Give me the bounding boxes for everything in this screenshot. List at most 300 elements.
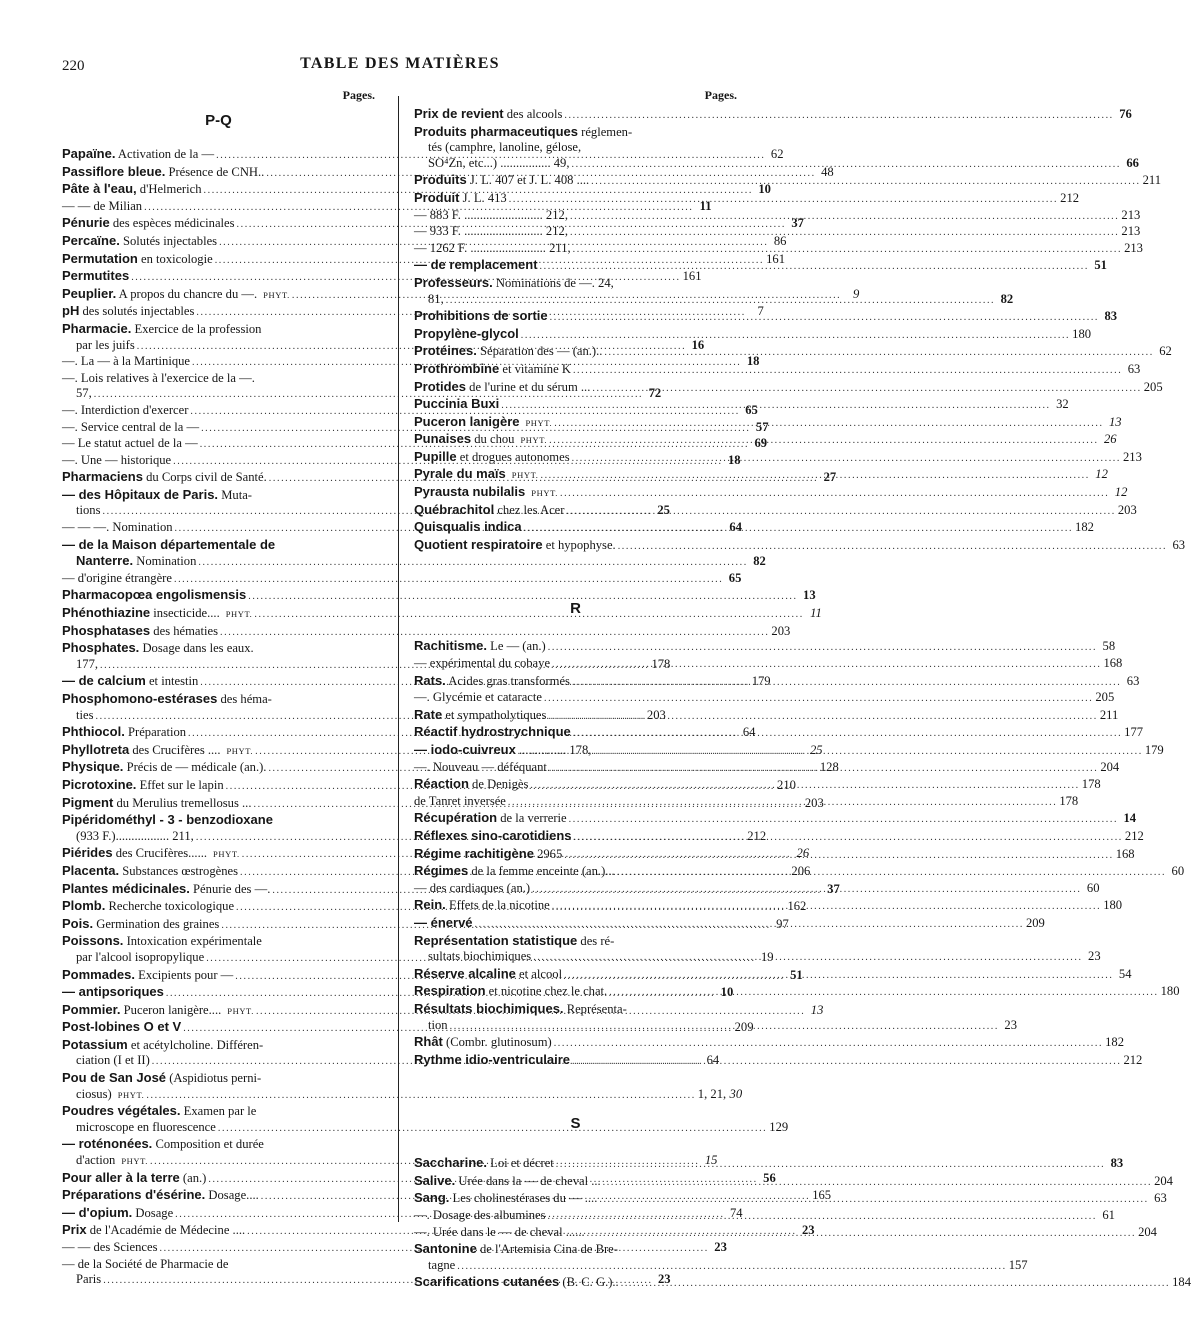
leader-dots <box>566 504 1115 520</box>
entry-heading: Rate <box>414 706 443 722</box>
entry-text <box>414 810 567 827</box>
entry-heading: Scarifications cutanées <box>414 1274 560 1290</box>
entry-description: —. Interdiction d'exercer <box>62 402 189 417</box>
entry-heading: Sang. <box>414 1190 450 1206</box>
entry-text <box>62 469 267 486</box>
entry-page: 203 <box>771 623 791 638</box>
entry-text <box>62 520 173 536</box>
leader-dots <box>530 778 1079 794</box>
entry-text <box>62 1240 157 1256</box>
leader-dots <box>593 744 1142 760</box>
entry-page: 54 <box>1118 966 1132 981</box>
entry-heading: Permutites <box>62 268 130 284</box>
leader-dots <box>475 917 1024 933</box>
entry-description: et intestin <box>145 674 199 689</box>
entry-page: 129 <box>769 1119 789 1134</box>
entry-page: 66 <box>1126 155 1139 170</box>
entry-text <box>76 503 101 519</box>
entry-text <box>414 656 550 672</box>
leader-dots <box>609 985 1158 1001</box>
entry-text <box>414 502 564 519</box>
entry-description: de la verrerie <box>497 811 567 826</box>
index-entry <box>414 343 1172 361</box>
entry-text <box>62 453 171 469</box>
entry-description: 2965 <box>533 846 563 861</box>
entry-page: 209 <box>734 1020 754 1035</box>
entry-heading: Phthiocol. <box>62 724 125 740</box>
entry-text <box>62 777 224 794</box>
entry-heading: Protides <box>414 378 467 394</box>
entry-text <box>62 1187 259 1204</box>
entry-page: 204 <box>1138 1224 1157 1239</box>
entry-text <box>76 553 196 570</box>
entry-description: et acétylcholine. Différen- <box>127 1037 264 1052</box>
entry-heading: Quisqualis indica <box>414 519 522 535</box>
leader-dots <box>617 865 1166 881</box>
entry-text <box>414 190 507 207</box>
section-heading-s: S <box>570 1115 581 1133</box>
entry-text <box>62 640 254 657</box>
entry-line <box>62 605 822 623</box>
entry-heading: Propylène-glycol <box>414 325 519 341</box>
entry-text <box>76 1272 101 1288</box>
entry-page: 12 <box>1114 485 1128 500</box>
entry-description: Effet sur le lapin <box>136 777 224 792</box>
leader-dots <box>552 657 1101 673</box>
leader-dots <box>574 830 1123 846</box>
entry-heading: Passiflore bleue. <box>62 163 166 179</box>
entry-page: 23 <box>1004 1017 1017 1032</box>
entry-page: 63 <box>1154 1191 1167 1206</box>
leader-dots <box>508 795 1057 811</box>
entry-heading: — des Hôpitaux de Paris. <box>62 486 219 502</box>
entry-heading: Rhât <box>414 1034 443 1050</box>
entry-heading: Phosphates. <box>62 640 140 656</box>
entry-tag: PHYT. <box>531 488 558 499</box>
entry-page: 182 <box>1075 520 1094 535</box>
entry-text <box>414 1155 554 1172</box>
entry-page: 161 <box>682 269 702 284</box>
entry-description: et drogues autonomes <box>456 449 570 464</box>
entry-heading: Quotient respiratoire <box>414 536 543 552</box>
entry-page: 178 <box>651 656 671 671</box>
entry-text <box>62 967 233 984</box>
entry-heading: Prix <box>62 1222 87 1238</box>
entry-description: du Merulius tremellosus ... <box>113 795 252 810</box>
entry-text <box>62 181 202 198</box>
entry-page: 178 <box>1059 793 1079 808</box>
entry-description: Examen par le <box>180 1104 257 1119</box>
entry-line <box>414 1034 1124 1052</box>
entry-text <box>62 1070 261 1087</box>
leader-dots <box>548 640 1097 656</box>
index-entry <box>414 983 1180 1001</box>
entry-description: du Corps civil de Santé. <box>142 470 267 485</box>
entry-continuation <box>62 1119 789 1137</box>
entry-page: 161 <box>766 251 785 266</box>
index-entry <box>414 638 1116 656</box>
entry-page: 180 <box>1103 898 1123 913</box>
entry-description: Dosage dans les eaux. <box>139 641 254 656</box>
index-entry <box>62 570 742 588</box>
entry-page: 206 <box>791 863 811 878</box>
entry-description: de Tanret inversée <box>414 793 506 808</box>
entry-heading: Pâte à l'eau, <box>62 181 137 197</box>
entry-heading: Pou de San José <box>62 1070 167 1086</box>
entry-page: 212 <box>1124 828 1144 843</box>
entry-heading: Potassium <box>62 1036 128 1052</box>
entry-description: (Combr. glutinosum) <box>442 1035 552 1050</box>
entry-text <box>414 537 616 554</box>
entry-continuation <box>62 553 766 571</box>
entry-text <box>414 638 546 655</box>
entry-text <box>414 673 570 690</box>
entry-description: Effets de la nicotine <box>445 898 550 913</box>
entry-text <box>414 915 473 932</box>
entry-description: de l'Artemisia Cina de Bre- <box>476 1242 618 1257</box>
entry-text <box>414 690 542 706</box>
entry-page: 32 <box>1056 397 1069 412</box>
entry-line <box>62 537 375 554</box>
index-entry <box>414 106 1132 124</box>
entry-description: ties <box>76 707 94 722</box>
entry-heading: — de calcium <box>62 673 146 689</box>
entry-page: 60 <box>1171 864 1185 879</box>
entry-text <box>414 760 547 776</box>
pages-header: Pages. <box>704 88 737 102</box>
entry-page: 23 <box>714 1240 727 1254</box>
entry-page: 177 <box>1124 725 1144 740</box>
entry-description: Présence de CNH.. <box>165 164 265 179</box>
entry-text <box>414 396 499 413</box>
entry-heading: — de remplacement <box>414 257 538 273</box>
entry-description: Préparation <box>124 725 187 740</box>
entry-page: 13 <box>803 588 816 603</box>
entry-page: 212 <box>1060 190 1080 205</box>
entry-page: 182 <box>1105 1035 1124 1050</box>
entry-line <box>414 827 1144 846</box>
entry-heading: Permutation <box>62 250 138 266</box>
leader-dots <box>533 950 1082 966</box>
entry-description: — — de Milian <box>62 198 143 213</box>
entry-page: 25 <box>657 503 670 518</box>
index-entry <box>414 690 1115 707</box>
entry-line <box>414 343 1172 361</box>
entry-text <box>62 403 188 419</box>
entry-page: 63 <box>1172 537 1186 552</box>
entry-page: 213 <box>1124 240 1143 255</box>
entry-heading: Punaises <box>414 431 472 447</box>
leader-dots <box>560 486 1109 502</box>
entry-heading: Représentation statistique <box>414 932 578 948</box>
entry-text <box>76 950 204 966</box>
index-entry <box>414 308 1118 326</box>
entry-heading: Rythme idio-ventriculaire <box>414 1051 571 1067</box>
entry-heading: Peuplier. <box>62 285 117 301</box>
entry-text <box>414 846 562 863</box>
leader-dots <box>540 468 1089 484</box>
entry-page: 83 <box>1110 1156 1124 1171</box>
entry-tag: PHYT. <box>213 849 240 860</box>
entry-description: — — —. Nomination <box>62 520 173 535</box>
entry-text <box>62 286 257 303</box>
entry-page-extra: 1, 21, <box>697 1086 727 1101</box>
entry-description: et hypophyse. <box>542 537 616 552</box>
leader-dots <box>554 416 1103 432</box>
entry-description: Substances œstrogènes <box>119 863 239 878</box>
entry-description: Solutés injectables <box>119 233 218 248</box>
entry-heading: Québrachitol <box>414 501 495 517</box>
leader-dots <box>572 675 1121 691</box>
entry-text <box>62 164 264 181</box>
entry-description: de la femme enceinte (an.)... <box>468 864 615 879</box>
entry-text <box>414 484 525 501</box>
entry-page: 184 <box>1172 1275 1191 1290</box>
running-title: TABLE DES MATIÈRES <box>300 55 500 72</box>
entry-line <box>62 622 791 641</box>
entry-text <box>428 1018 448 1034</box>
entry-description: Recherche toxicologique <box>105 899 235 914</box>
section-heading-r: R <box>570 600 581 618</box>
entry-page: 30 <box>729 1086 743 1101</box>
entry-text <box>414 519 522 536</box>
leader-dots <box>572 451 1121 467</box>
index-entry <box>62 1070 743 1103</box>
entry-text <box>414 742 591 759</box>
index-entry <box>414 1155 1124 1173</box>
entry-line <box>62 321 375 338</box>
entry-description: tion <box>428 1017 448 1032</box>
entry-page: 10 <box>758 182 771 197</box>
leader-dots <box>587 1226 1136 1242</box>
leader-dots <box>572 1054 1121 1070</box>
entry-continuation <box>414 1257 1028 1275</box>
entry-page: 212 <box>747 828 767 843</box>
entry-heading: Produit <box>414 189 460 205</box>
entry-description: Excipients pour — <box>134 967 234 982</box>
entry-heading: Pyrausta nubilalis <box>414 484 526 500</box>
entry-page: 168 <box>1103 656 1123 671</box>
leader-dots <box>592 381 1141 397</box>
leader-dots <box>524 521 1073 537</box>
entry-heading: Puccinia Buxi <box>414 396 500 412</box>
index-entry <box>414 1241 1028 1274</box>
leader-dots <box>446 293 995 309</box>
index-entry <box>62 622 791 641</box>
entry-text <box>414 172 589 189</box>
entry-line <box>414 448 1142 467</box>
entry-text <box>414 1052 570 1069</box>
entry-description: des espèces médicinales <box>109 216 235 231</box>
entry-heading: — roténonées. <box>62 1136 153 1152</box>
leader-dots <box>540 259 1089 275</box>
entry-tag: PHYT. <box>227 1005 254 1016</box>
index-entry <box>414 827 1144 846</box>
entry-description: —. Nouveau — déféquant <box>414 759 547 774</box>
entry-line <box>414 275 737 292</box>
leader-dots <box>550 310 1099 326</box>
entry-description: et sympatholytiques <box>442 707 547 722</box>
entry-heading: Rein. <box>414 897 446 913</box>
entry-line <box>414 1001 737 1018</box>
entry-text <box>62 487 252 504</box>
entry-text <box>62 881 270 898</box>
entry-heading: Picrotoxine. <box>62 776 137 792</box>
entry-text <box>414 1190 597 1207</box>
entry-text <box>62 537 275 554</box>
entry-line <box>62 1257 375 1273</box>
entry-description: 177, <box>76 656 99 671</box>
entry-page: 211 <box>1099 707 1119 722</box>
entry-page: 23 <box>801 1223 815 1238</box>
entry-heading: Réaction <box>414 776 469 792</box>
entry-description: tagne <box>428 1257 456 1272</box>
entry-line <box>414 1155 1124 1173</box>
entry-page: 63 <box>1126 673 1140 688</box>
entry-page: 97 <box>776 916 789 931</box>
entry-heading: Pommier. <box>62 1001 121 1017</box>
entry-description: ............... 178, <box>515 743 592 757</box>
entry-page: 82 <box>1000 291 1014 306</box>
entry-text <box>414 1225 585 1241</box>
entry-tag: PHYT. <box>511 470 539 481</box>
entry-page: 178 <box>1081 777 1101 792</box>
index-entry <box>414 706 1119 725</box>
entry-page: 10 <box>720 985 734 1000</box>
entry-text <box>76 1120 216 1136</box>
entry-heading: Récupération <box>414 810 498 826</box>
entry-page: 179 <box>1144 743 1164 757</box>
leader-dots <box>548 709 1097 725</box>
entry-text <box>414 414 519 431</box>
entry-description: Germination des graines <box>93 916 220 931</box>
leader-dots <box>532 882 1081 898</box>
entry-description: Précis de — médicale (an.). <box>123 760 267 775</box>
entry-description: — Le statut actuel de la — <box>62 436 198 451</box>
pages-header: Pages. <box>342 88 375 102</box>
entry-page: 62 <box>770 147 784 161</box>
entry-line <box>414 325 1092 344</box>
entry-page: 157 <box>1008 1257 1028 1272</box>
entry-page: 23 <box>1088 949 1101 964</box>
index-entry <box>414 378 1163 397</box>
entry-page: 11 <box>810 606 822 621</box>
entry-page: 7 <box>757 304 764 319</box>
entry-heading: Pour aller à la terre <box>62 1169 180 1185</box>
entry-text <box>76 829 194 845</box>
entry-description: réglemen- <box>577 124 633 139</box>
entry-heading: Santonine <box>414 1241 477 1257</box>
entry-page: 37 <box>791 216 804 231</box>
entry-heading: Plantes médicinales. <box>62 880 190 896</box>
entry-description: —. Urée dans le — de cheval ...... <box>414 1224 585 1239</box>
entry-description: Dosage.... <box>205 1188 259 1203</box>
entry-heading: Réflexes sino-carotidiens <box>414 827 572 843</box>
entry-text <box>62 233 217 250</box>
entry-page: 65 <box>728 570 742 585</box>
leader-dots <box>573 363 1122 379</box>
entry-text <box>62 1170 206 1187</box>
entry-description: Acides gras transformés <box>445 673 570 688</box>
entry-tag: PHYT. <box>117 1089 145 1100</box>
entry-page: 204 <box>1100 759 1120 774</box>
entry-text <box>414 466 506 483</box>
index-entry <box>62 587 816 605</box>
entry-text <box>62 605 220 622</box>
entry-text <box>414 863 615 880</box>
entry-page: 63 <box>1127 361 1141 376</box>
entry-page: 58 <box>1102 639 1116 654</box>
entry-page: 48 <box>821 164 834 179</box>
entry-text <box>62 571 172 587</box>
entry-heading: — antipsoriques <box>62 984 164 1000</box>
entry-text <box>414 257 538 274</box>
index-entry <box>414 1034 1124 1052</box>
entry-heading: — d'opium. <box>62 1204 133 1220</box>
index-entry <box>414 810 1137 828</box>
entry-text <box>62 146 214 163</box>
entry-line <box>62 587 816 605</box>
entry-text <box>62 1037 263 1054</box>
entry-description: Puceron lanigère.... <box>120 1002 222 1017</box>
entry-text: ciosus) <box>76 1086 112 1101</box>
entry-page: 27 <box>823 470 837 485</box>
entry-description: —. Une — historique <box>62 452 172 467</box>
entry-line <box>62 691 375 708</box>
entry-text <box>62 623 218 640</box>
entry-line <box>62 487 375 504</box>
entry-text <box>414 1241 618 1258</box>
entry-description: J. L. 407 et J. L. 408 .... <box>466 173 590 188</box>
entry-text <box>62 420 199 436</box>
leader-dots <box>549 761 1098 777</box>
entry-tag: PHYT. <box>520 435 548 446</box>
entry-heading: Saccharine. <box>414 1155 487 1171</box>
index-entry <box>414 448 1142 467</box>
entry-text <box>414 1001 627 1018</box>
entry-description: Loi et décret <box>487 1156 554 1171</box>
entry-page: 205 <box>1095 690 1115 705</box>
entry-description: —. Glycémie et cataracte <box>414 690 542 705</box>
entry-description: J. L. 413 <box>459 190 507 205</box>
entry-description: tions <box>76 503 101 518</box>
entry-heading: Réactif hydrostrychnique <box>414 724 571 740</box>
entry-text <box>62 724 186 741</box>
entry-heading: Rachitisme. <box>414 638 487 654</box>
entry-text <box>414 966 562 983</box>
entry-line <box>62 1103 375 1120</box>
leader-dots <box>603 1175 1152 1191</box>
entry-text <box>414 724 571 741</box>
entry-page: 19 <box>761 949 774 964</box>
entry-page: 37 <box>827 881 840 896</box>
entry-description: et nicotine chez le chat. <box>485 984 608 999</box>
entry-page: 12 <box>1095 467 1108 482</box>
entry-page: 203 <box>804 795 824 810</box>
entry-text <box>76 1053 150 1069</box>
leader-dots <box>573 726 1122 742</box>
entry-text <box>62 984 164 1001</box>
entry-heading: Prothrombine <box>414 360 500 376</box>
entry-description: — 1262 F. ........................ 211, <box>414 240 571 255</box>
entry-page: 13 <box>810 1002 824 1017</box>
entry-heading: Régime rachitigène <box>414 845 534 861</box>
entry-heading: Respiration <box>414 983 486 999</box>
entry-line <box>414 690 1115 707</box>
leader-dots <box>552 899 1101 915</box>
index-entry <box>414 325 1092 344</box>
entry-description: ciation (I et II) <box>76 1053 150 1068</box>
